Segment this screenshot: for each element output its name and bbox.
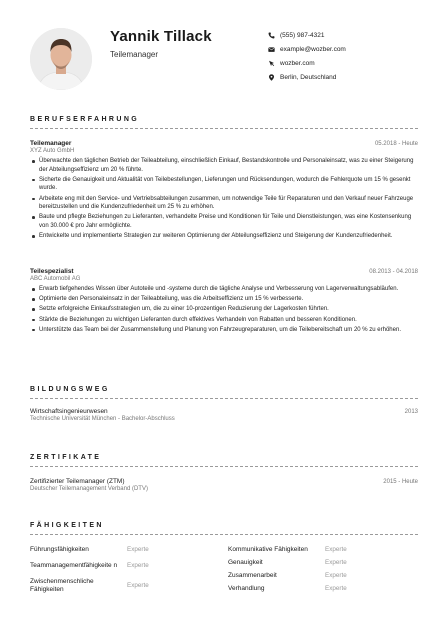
certificates-section-title: ZERTIFIKATE (30, 454, 102, 461)
contact-phone-text[interactable]: (555) 987-4321 (280, 31, 325, 39)
skill-level: Experte (127, 562, 149, 569)
job-company: ABC Automobil AG (30, 276, 81, 282)
skill-name: Genauigkeit (228, 558, 263, 566)
contact-list (268, 28, 438, 84)
skill-item (30, 556, 210, 576)
resume-header (0, 0, 448, 108)
skill-level: Experte (127, 546, 149, 553)
section-divider (30, 534, 418, 535)
section-divider (30, 398, 418, 399)
skill-name: Führungsfähigkeiten (30, 546, 89, 553)
job-achievements (30, 157, 418, 241)
certificate-entry (30, 478, 418, 492)
experience-entry-2 (30, 268, 418, 336)
achievement-item: Arbeitete eng mit den Service- und Vertriebsabteilungen zusammen, um notwendige Teile für Reparaturen und den Verkauf neuer Fahrzeuge bereitzustellen und die Kundenzufriedenheit um 25 % zu erhöhen. (30, 195, 418, 212)
contact-website-text[interactable]: wozber.com (280, 59, 315, 67)
experience-entry-1 (30, 140, 418, 242)
job-achievements (30, 285, 418, 334)
profile-photo (30, 28, 92, 90)
skill-item (228, 569, 408, 582)
experience-section-header (30, 116, 418, 129)
certificate-name: Zertifizierter Teilemanager (ZTM) (30, 478, 125, 485)
contact-phone (268, 28, 438, 42)
skills-column-left (30, 544, 210, 596)
skill-level: Experte (325, 571, 347, 579)
experience-section-title: BERUFSERFAHRUNG (30, 116, 140, 123)
skill-item (228, 556, 408, 569)
skill-name: Teammanagementfähigkeite n (30, 562, 118, 569)
skill-level: Experte (325, 584, 347, 592)
skill-item (228, 544, 408, 556)
candidate-job-title: Teilemanager (110, 50, 159, 59)
certificate-issuer: Deutscher Teilemanagement Verband (DTV) (30, 486, 148, 492)
achievement-item: Überwachte den täglichen Betrieb der Teileabteilung, einschließlich Einkauf, Bestandskontrolle und Personaleinsatz, was zu einer Steigerung der Abteilungseffizienz um 20 % führte. (30, 157, 418, 174)
skill-item (30, 576, 210, 596)
contact-location-text: Berlin, Deutschland (280, 73, 337, 81)
education-year: 2013 (404, 409, 418, 415)
achievement-item: Entwickelte und implementierte Strategien zur weiteren Optimierung der Abteilungseffizienz und Steigerung der Kundenzufriedenheit. (30, 232, 418, 241)
contact-email (268, 42, 438, 56)
certificates-section-header (30, 454, 418, 467)
contact-website (268, 56, 438, 70)
phone-icon (268, 32, 280, 39)
section-divider (30, 128, 418, 129)
contact-email-text[interactable]: example@wozber.com (280, 45, 346, 53)
job-position: Teilemanager (30, 140, 72, 147)
achievement-item: Baute und pflegte Beziehungen zu Lieferanten, verhandelte Preise und Konditionen für Teile und Dienstleistungen, was eine Kostensenkung von 30.000 € pro Jahr ermöglichte. (30, 213, 418, 230)
education-section-title: BILDUNGSWEG (30, 386, 110, 393)
job-dates: 05.2018 - Heute (374, 141, 418, 147)
skills-section-header (30, 522, 418, 535)
job-dates: 08.2013 - 04.2018 (369, 269, 418, 275)
envelope-icon (268, 46, 280, 53)
skill-item (228, 582, 408, 595)
achievement-item: Unterstützte das Team bei der Zusammenstellung und Planung von Fahrzeugreparaturen, um die Teilebereitschaft um 20 % zu erhöhen. (30, 326, 418, 335)
job-position: Teilespezialist (30, 268, 74, 275)
skills-section-title: FÄHIGKEITEN (30, 522, 104, 529)
skill-name: Zwischenmenschliche Fähigkeiten (30, 578, 94, 593)
achievement-item: Setzte erfolgreiche Einkaufsstrategien um, die zu einer 10-prozentigen Reduzierung der Lagerkosten führten. (30, 305, 418, 314)
candidate-name: Yannik Tillack (110, 28, 212, 45)
skill-level: Experte (127, 582, 149, 589)
achievement-item: Stärkte die Beziehungen zu wichtigen Lieferanten durch effektives Verhandeln von Rabatten und besseren Konditionen. (30, 316, 418, 325)
skill-name: Zusammenarbeit (228, 571, 277, 579)
job-company: XYZ Auto GmbH (30, 148, 75, 154)
certificate-dates: 2015 - Heute (383, 479, 418, 485)
skill-name: Verhandlung (228, 584, 265, 592)
skills-column-right (228, 544, 408, 595)
achievement-item: Sicherte die Genauigkeit und Aktualität von Teilebestellungen, Lieferungen und Rücksendungen, wodurch die Fehlerquote um 15 % gesenkt wurde. (30, 176, 418, 193)
skill-level: Experte (325, 546, 347, 553)
skill-item (30, 544, 210, 556)
education-entry (30, 408, 418, 422)
link-icon (268, 60, 280, 67)
skill-level: Experte (325, 558, 347, 566)
section-divider (30, 466, 418, 467)
achievement-item: Erwarb tiefgehendes Wissen über Autoteile und -systeme durch die tägliche Analyse und Verbesserung von Lagerverwaltungsabläufen. (30, 285, 418, 294)
education-degree: Wirtschaftsingenieurwesen (30, 408, 108, 415)
map-pin-icon (268, 74, 280, 81)
achievement-item: Optimierte den Personaleinsatz in der Teileabteilung, was die Arbeitseffizienz um 15 % verbesserte. (30, 295, 418, 304)
skill-name: Kommunikative Fähigkeiten (228, 546, 308, 553)
education-school: Technische Universität München - Bachelor-Abschluss (30, 416, 175, 422)
contact-location (268, 70, 438, 84)
education-section-header (30, 386, 418, 399)
